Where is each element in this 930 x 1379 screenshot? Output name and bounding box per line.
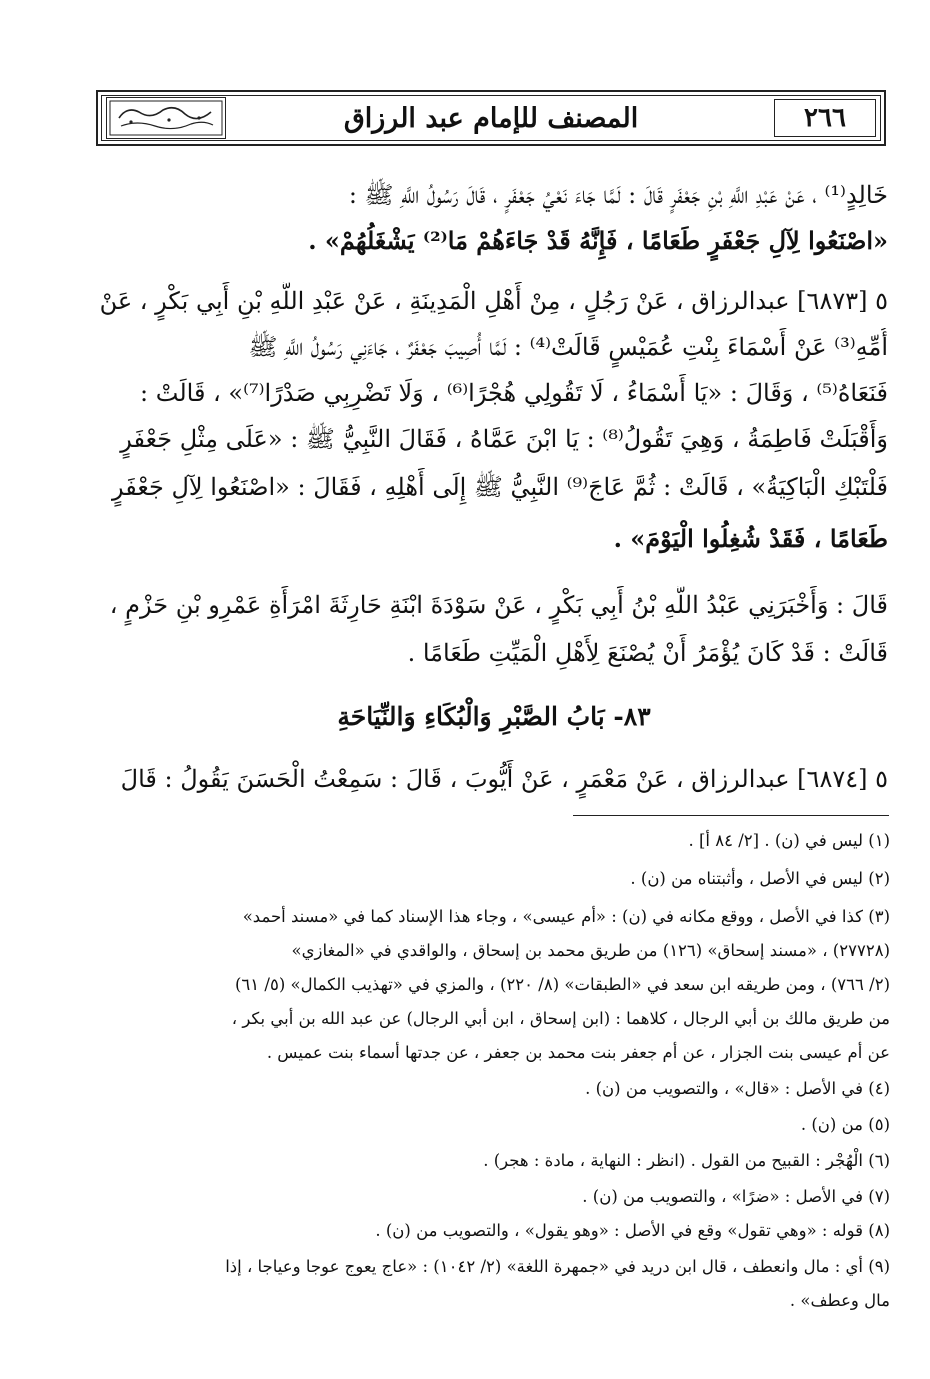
text-line-3: ٥ [٦٨٧٣] عبدالرزاق ، عَنْ رَجُلٍ ، مِنْ أَهْلِ الْمَدِينَةِ ، عَنْ عَبْدِ اللَّهِ بْنِ أَبِي بَكْرٍ ، عَنْ — [100, 287, 888, 315]
text-line-7: فَلْتَبْكِ الْبَاكِيَةُ» ، قَالَتْ : ثُمَّ عَاجَ⁽⁹⁾ النَّبِيُّ ﷺ إِلَى أَهْلِهِ ، فَقَالَ : «اصْنَعُوا لِآلِ جَعْفَرٍ — [112, 473, 888, 501]
text-line-1: خَالِدٍ⁽¹⁾ ، عَنْ عَبْدِ اللَّهِ بْنِ جَعْفَرٍ قَالَ : لَمَّا جَاءَ نَعْيُ جَعْفَرٍ ، قَالَ رَسُولُ اللَّهِ ﷺ : — [348, 181, 888, 209]
footnote-2: (٢) ليس في الأصل ، وأثبتناه من (ن) . — [630, 869, 890, 888]
text-line-4: أُمِّهِ⁽³⁾ عَنْ أَسْمَاءَ بِنْتِ عُمَيْسٍ قَالَتْ⁽⁴⁾ : لَمَّا أُصِيبَ جَعْفَرٌ ، جَاءَنِي رَسُولُ اللَّهِ ﷺ — [248, 333, 888, 361]
footnote-7: (٧) في الأصل : «ضرًا» ، والتصويب من (ن) . — [582, 1187, 890, 1206]
text-line-6: وَأَقْبَلَتْ فَاطِمَةُ ، وَهِيَ تَقُولُ⁽⁸⁾ : يَا ابْنَ عَمَّاهُ ، فَقَالَ النَّبِيُّ ﷺ : «عَلَى مِثْلِ جَعْفَرٍ — [120, 425, 888, 453]
footnote-divider — [573, 815, 889, 816]
text-line-8: طَعَامًا ، فَقَدْ شُغِلُوا الْيَوْمَ» . — [613, 524, 888, 553]
text-line-2: «اصْنَعُوا لِآلِ جَعْفَرٍ طَعَامًا ، فَإِنَّهُ قَدْ جَاءَهُمْ مَا⁽²⁾ يَشْغَلُهُمْ» . — [308, 226, 888, 255]
footnote-3-cont: (٢٧٧٢٨) ، «مسند إسحاق» (١٢٦) من طريق محمد بن إسحاق ، والواقدي في «المغازي» — [291, 941, 890, 960]
footnote-3-cont: عن أم عيسى بنت الجزار ، عن أم جعفر بنت محمد بن جعفر ، عن جدتها أسماء بنت عميس . — [266, 1043, 890, 1062]
text-line-9: قَالَ : وَأَخْبَرَنِي عَبْدُ اللَّهِ بْنُ أَبِي بَكْرٍ ، عَنْ سَوْدَةَ ابْنَةِ حَارِثَةَ امْرَأَةِ عَمْرِو بْنِ حَزْمٍ ، — [109, 591, 888, 619]
footnote-5: (٥) من (ن) . — [800, 1115, 890, 1134]
footnote-1: (١) ليس في (ن) . [٢/ ٨٤ أ] . — [688, 831, 890, 850]
footnote-9: (٩) أي : مال وانعطف ، قال ابن دريد في «جمهرة اللغة» (٢/ ١٠٤٢) : «عاج يعوج عوجا وعياجا ، إذا — [225, 1257, 890, 1276]
page-number-box — [774, 99, 876, 137]
footnote-3-cont: من طريق مالك بن أبي الرجال ، كلاهما : (ابن إسحاق ، ابن أبي الرجال) عن عبد الله بن أبي بكر ، — [231, 1009, 890, 1028]
page-header — [96, 90, 886, 146]
page-number: ٢٦٦ — [804, 103, 846, 133]
text-line-5: فَنَعَاهُ⁽⁵⁾ ، وَقَالَ : «يَا أَسْمَاءُ ، لَا تَقُولِي هُجْرًا⁽⁶⁾ ، وَلَا تَضْرِبِي صَدْرًا⁽⁷⁾» ، قَالَتْ : — [140, 379, 888, 407]
footnote-3: (٣) كذا في الأصل ، ووقع مكانه في (ن) : «أم عيسى» ، وجاء هذا الإسناد كما في «مسند أحمد» — [242, 907, 890, 926]
footnote-8: (٨) قوله : «وهي تقول» وقع في الأصل : «وهو يقول» ، والتصويب من (ن) . — [375, 1221, 890, 1240]
emblem-ornament-icon — [107, 98, 225, 138]
chapter-heading: ٨٣- بَابُ الصَّبْرِ وَالْبُكَاءِ وَالنِّيَاحَةِ — [337, 702, 651, 731]
footnote-6: (٦) الْهُجْر : القبيح من القول . (انظر : النهاية ، مادة : هجر) . — [483, 1151, 890, 1170]
chapter-first-line: ٥ [٦٨٧٤] عبدالرزاق ، عَنْ مَعْمَرٍ ، عَنْ أَيُّوبَ ، قَالَ : سَمِعْتُ الْحَسَنَ يَقُولُ : قَالَ — [120, 765, 888, 793]
book-emblem-logo — [106, 97, 226, 139]
book-title: المصنف للإمام عبد الرزاق — [343, 102, 639, 134]
text-line-10: قَالَتْ : قَدْ كَانَ يُؤْمَرُ أَنْ يُصْنَعَ لِأَهْلِ الْمَيِّتِ طَعَامًا . — [407, 639, 888, 667]
footnote-9-cont: مال وعطف» . — [789, 1291, 890, 1310]
footnote-3-cont: (٢/ ٧٦٦) ، ومن طريقه ابن سعد في «الطبقات» (٨/ ٢٢٠) ، والمزي في «تهذيب الكمال» (٥/ ٦١) — [234, 975, 890, 994]
footnote-4: (٤) في الأصل : «قال» ، والتصويب من (ن) . — [585, 1079, 890, 1098]
